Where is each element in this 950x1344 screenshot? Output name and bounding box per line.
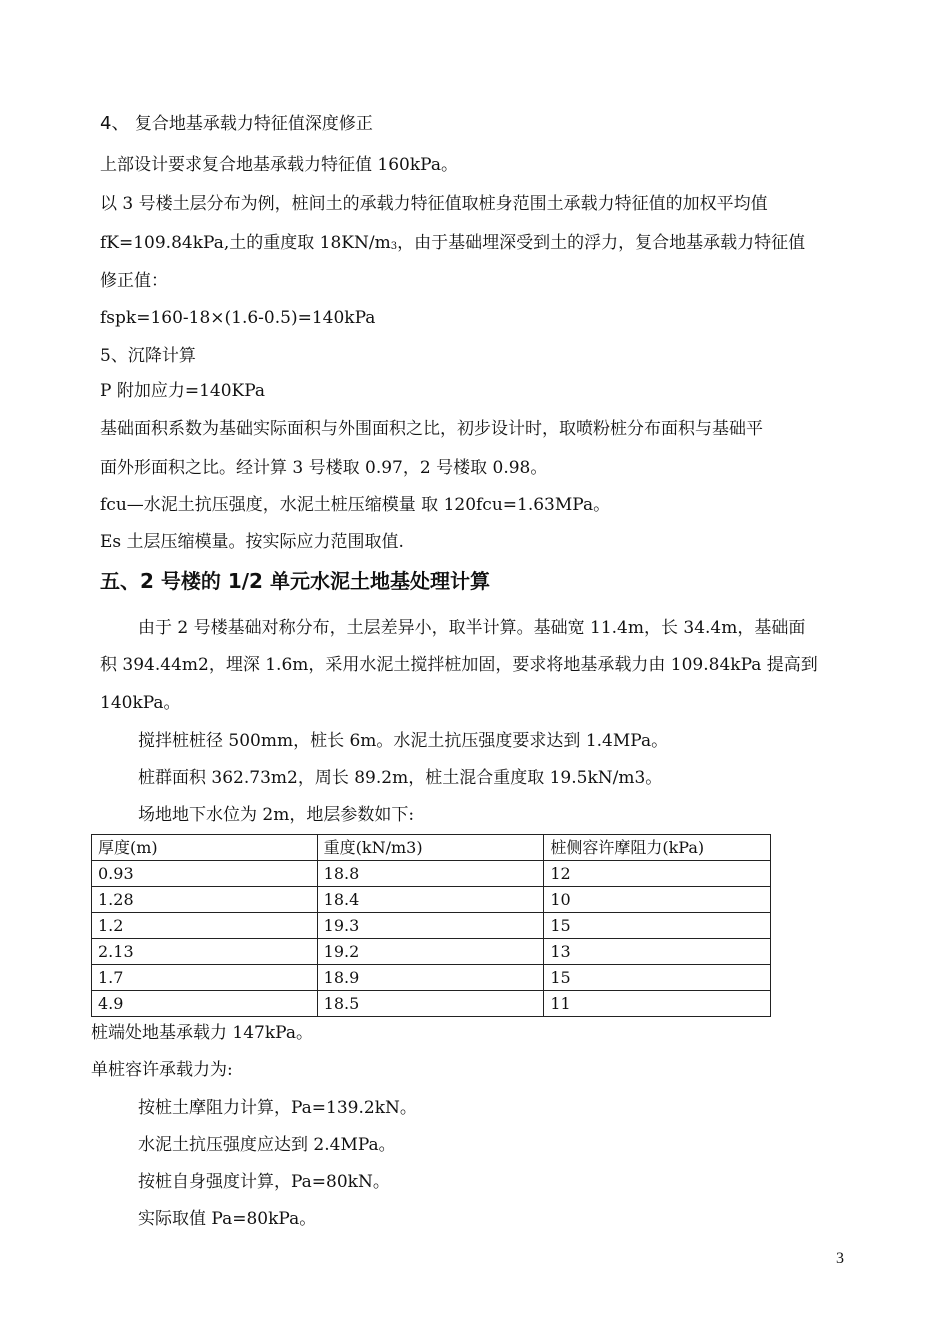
section-4-title: 复合地基承载力特征值深度修正: [134, 114, 373, 134]
paragraph-example-line-3: 修正值：: [100, 271, 168, 291]
paragraph-fcu: fcu—水泥土抗压强度，水泥土桩压缩模量 取 120fcu=1.63MPa。: [100, 495, 611, 515]
section-4-number: 4、: [100, 113, 130, 134]
paragraph-friction-calc: 按桩土摩阻力计算，Pa=139.2kN。: [138, 1098, 417, 1118]
table-header-cell: 桩侧容许摩阻力(kPa): [544, 835, 771, 861]
chapter-5-heading: 五、2 号楼的 1/2 单元水泥土地基处理计算: [100, 569, 490, 593]
table-cell: 18.5: [317, 991, 544, 1017]
table-cell: 13: [544, 939, 771, 965]
table-row: [92, 939, 771, 965]
paragraph-groundwater: 场地地下水位为 2m，地层参数如下:: [138, 805, 415, 825]
paragraph-example-line-1: 以 3 号楼土层分布为例，桩间土的承载力特征值取桩身范围土承载力特征值的加权平均值: [100, 194, 768, 214]
paragraph-compressive-strength: 水泥土抗压强度应达到 2.4MPa。: [138, 1135, 396, 1155]
paragraph-pile-end-bearing: 桩端处地基承载力 147kPa。: [91, 1023, 313, 1043]
table-cell: 15: [544, 913, 771, 939]
table-cell: 1.7: [92, 965, 318, 991]
table-cell: 19.2: [317, 939, 544, 965]
paragraph-pile-group-area: 桩群面积 362.73m2，周长 89.2m，桩土混合重度取 19.5kN/m3。: [138, 768, 663, 788]
table-row: [92, 991, 771, 1017]
soil-layer-table: [91, 834, 771, 1017]
formula-fspk: fspk=160-18×(1.6-0.5)=140kPa: [100, 308, 376, 328]
table-row: [92, 913, 771, 939]
table-cell: 2.13: [92, 939, 318, 965]
paragraph-single-pile-capacity: 单桩容许承载力为:: [91, 1060, 233, 1080]
paragraph-additional-stress: P 附加应力=140KPa: [100, 381, 266, 401]
chapter-5-paragraph-line-3: 140kPa。: [100, 693, 181, 713]
table-row: [92, 887, 771, 913]
table-header-cell: 厚度(m): [92, 835, 318, 861]
table-cell: 10: [544, 887, 771, 913]
table-cell: 1.2: [92, 913, 318, 939]
paragraph-self-strength-calc: 按桩自身强度计算，Pa=80kN。: [138, 1172, 390, 1192]
table-row: [92, 861, 771, 887]
table-cell: 18.4: [317, 887, 544, 913]
table-row: [92, 965, 771, 991]
chapter-5-paragraph-line-2: 积 394.44m2，埋深 1.6m，采用水泥土搅拌桩加固，要求将地基承载力由 109.84kPa 提高到: [100, 655, 818, 675]
paragraph-example-line-2: [100, 232, 805, 257]
table-cell: 15: [544, 965, 771, 991]
paragraph-pile-diameter: 搅拌桩桩径 500mm，桩长 6m。水泥土抗压强度要求达到 1.4MPa。: [138, 731, 669, 751]
paragraph-actual-value: 实际取值 Pa=80kPa。: [138, 1209, 317, 1229]
table-header-row: [92, 835, 771, 861]
section-5-heading: 5、沉降计算: [100, 346, 196, 366]
paragraph-example-fk: fK=109.84kPa,土的重度取 18KN/m: [100, 233, 391, 253]
table-cell: 0.93: [92, 861, 318, 887]
page-number: 3: [836, 1250, 844, 1267]
table-cell: 12: [544, 861, 771, 887]
paragraph-area-coefficient-line-2: 面外形面积之比。经计算 3 号楼取 0.97，2 号楼取 0.98。: [100, 458, 548, 478]
table-cell: 4.9: [92, 991, 318, 1017]
section-4-heading: [100, 113, 373, 135]
table-cell: 19.3: [317, 913, 544, 939]
table-cell: 1.28: [92, 887, 318, 913]
table-header-cell: 重度(kN/m3): [317, 835, 544, 861]
paragraph-es: Es 土层压缩模量。按实际应力范围取值.: [100, 532, 404, 552]
paragraph-example-rest: ，由于基础埋深受到土的浮力，复合地基承载力特征值: [397, 233, 806, 253]
table-cell: 18.8: [317, 861, 544, 887]
table-cell: 11: [544, 991, 771, 1017]
chapter-5-paragraph-line-1: 由于 2 号楼基础对称分布，土层差异小，取半计算。基础宽 11.4m，长 34.4m，基础面: [138, 618, 806, 638]
paragraph-design-requirement: 上部设计要求复合地基承载力特征值 160kPa。: [100, 155, 458, 175]
table-cell: 18.9: [317, 965, 544, 991]
unit-superscript: 3: [390, 241, 398, 252]
paragraph-area-coefficient-line-1: 基础面积系数为基础实际面积与外围面积之比，初步设计时，取喷粉桩分布面积与基础平: [100, 419, 763, 439]
